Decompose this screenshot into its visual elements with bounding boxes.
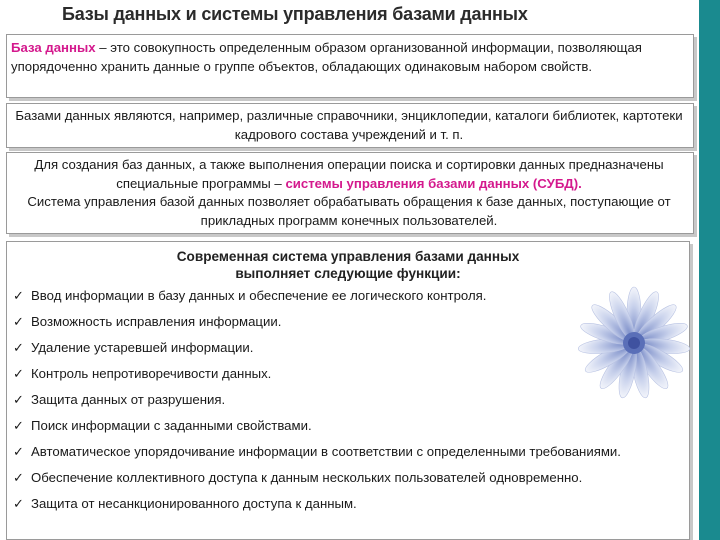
checkmark-icon: ✓: [13, 288, 24, 303]
page-title: Базы данных и системы управления базами данных: [62, 4, 528, 24]
list-item: ✓ Защита от несанкционированного доступа к данным.: [13, 496, 357, 511]
checkmark-icon: ✓: [13, 366, 24, 381]
examples-box: [6, 103, 694, 148]
dbms-box: [6, 152, 694, 234]
list-item: ✓ Возможность исправления информации.: [13, 314, 282, 329]
dbms-highlight: системы управления базами данных (СУБД).: [285, 175, 582, 191]
flower-icon: [570, 285, 698, 405]
functions-title: [7, 248, 689, 282]
functions-title-line2: выполняет следующие функции:: [235, 266, 461, 281]
list-item: ✓ Контроль непротиворечивости данных.: [13, 366, 272, 381]
checkmark-icon: ✓: [13, 340, 24, 355]
side-accent-bar: [699, 0, 720, 540]
checkmark-icon: ✓: [13, 444, 24, 459]
checkmark-icon: ✓: [13, 470, 24, 485]
examples-text: Базами данных являются, например, различные справочники, энциклопедии, каталоги библиотек, картотеки кадрового состава учреждений и т. п.: [15, 108, 683, 142]
list-item: ✓ Поиск информации с заданными свойствами.: [13, 418, 312, 433]
dbms-intro-text: Для создания баз данных, а также выполнения операции поиска и сортировки данных предназначены специальные программы –: [34, 157, 664, 191]
checkmark-icon: ✓: [13, 314, 24, 329]
dbms-paragraph: [11, 156, 687, 193]
checkmark-icon: ✓: [13, 418, 24, 433]
checkmark-icon: ✓: [13, 392, 24, 407]
list-item: ✓ Обеспечение коллективного доступа к данным нескольких пользователей одновременно.: [13, 470, 583, 485]
definition-term: База данных: [11, 40, 96, 55]
list-item: ✓ Ввод информации в базу данных и обеспечение ее логического контроля.: [13, 288, 487, 303]
definition-text: – это совокупность определенным образом организованной информации, позволяющая упорядоченно хранить данные о группе объектов, обладающих одинаковым набором свойств.: [11, 40, 642, 74]
list-item: ✓ Удаление устаревшей информации.: [13, 340, 254, 355]
list-item: ✓ Защита данных от разрушения.: [13, 392, 226, 407]
checkmark-icon: ✓: [13, 496, 24, 511]
dbms-description: Система управления базой данных позволяет обрабатывать обращения к базе данных, поступающие от прикладных программ конечных пользователей.: [27, 194, 671, 228]
definition-paragraph: [11, 39, 687, 76]
functions-title-line1: Современная система управления базами данных: [176, 249, 520, 264]
definition-box: [6, 34, 694, 98]
list-item: ✓ Автоматическое упорядочивание информации в соответствии с определенными требованиями.: [13, 444, 621, 459]
